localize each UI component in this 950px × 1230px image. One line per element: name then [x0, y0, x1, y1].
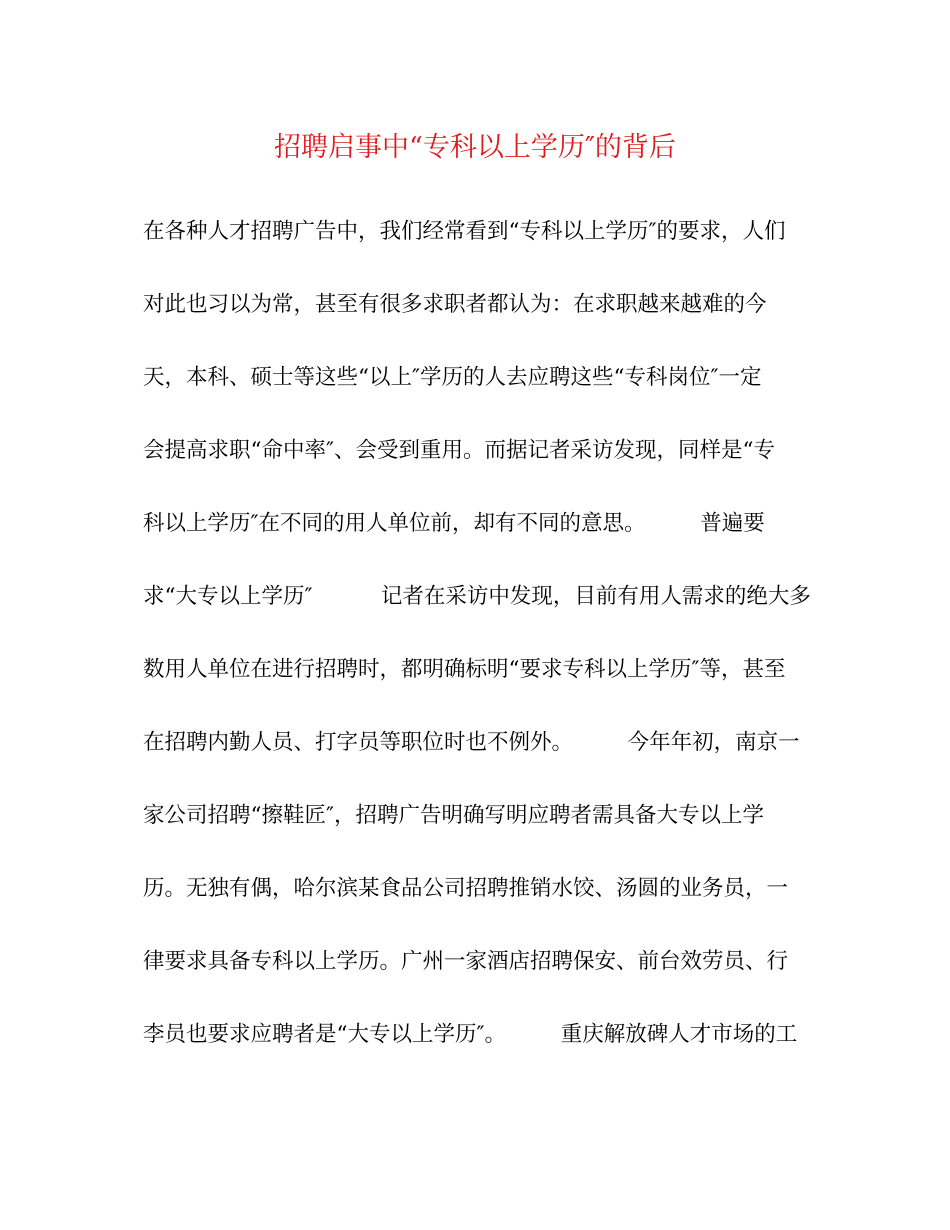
body-line: 李员也要求应聘者是“大专以上学历″。 重庆解放碑人才市场的工 — [143, 1022, 798, 1047]
body-line: 对此也习以为常，甚至有很多求职者都认为：在求职越来越难的今 — [143, 292, 767, 317]
body-text — [143, 212, 823, 1088]
page-title: 招聘启事中“专科以上学历″的背后 — [274, 132, 676, 163]
body-line: 家公司招聘“擦鞋匠″，招聘广告明确写明应聘者需具备大专以上学 — [143, 803, 765, 828]
body-line: 会提高求职“命中率″、会受到重用。而据记者采访发现，同样是“专 — [143, 438, 776, 463]
body-line: 历。无独有偶，哈尔滨某食品公司招聘推销水饺、汤圆的业务员，一 — [143, 876, 789, 901]
body-line: 数用人单位在进行招聘时，都明确标明“要求专科以上学历″等，甚至 — [143, 657, 786, 682]
body-line: 求“大专以上学历″ 记者在采访中发现，目前有用人需求的绝大多 — [143, 584, 811, 609]
body-line: 在招聘内勤人员、打字员等职位时也不例外。 今年年初，南京一 — [143, 730, 800, 755]
body-line: 律要求具备专科以上学历。广州一家酒店招聘保安、前台效劳员、行 — [143, 949, 789, 974]
body-line: 在各种人才招聘广告中，我们经常看到“专科以上学历″的要求，人们 — [143, 219, 786, 244]
body-line: 科以上学历″在不同的用人单位前，却有不同的意思。 普遍要 — [143, 511, 765, 536]
body-line: 天，本科、硕士等这些“以上″学历的人去应聘这些“专科岗位″一定 — [143, 365, 762, 390]
